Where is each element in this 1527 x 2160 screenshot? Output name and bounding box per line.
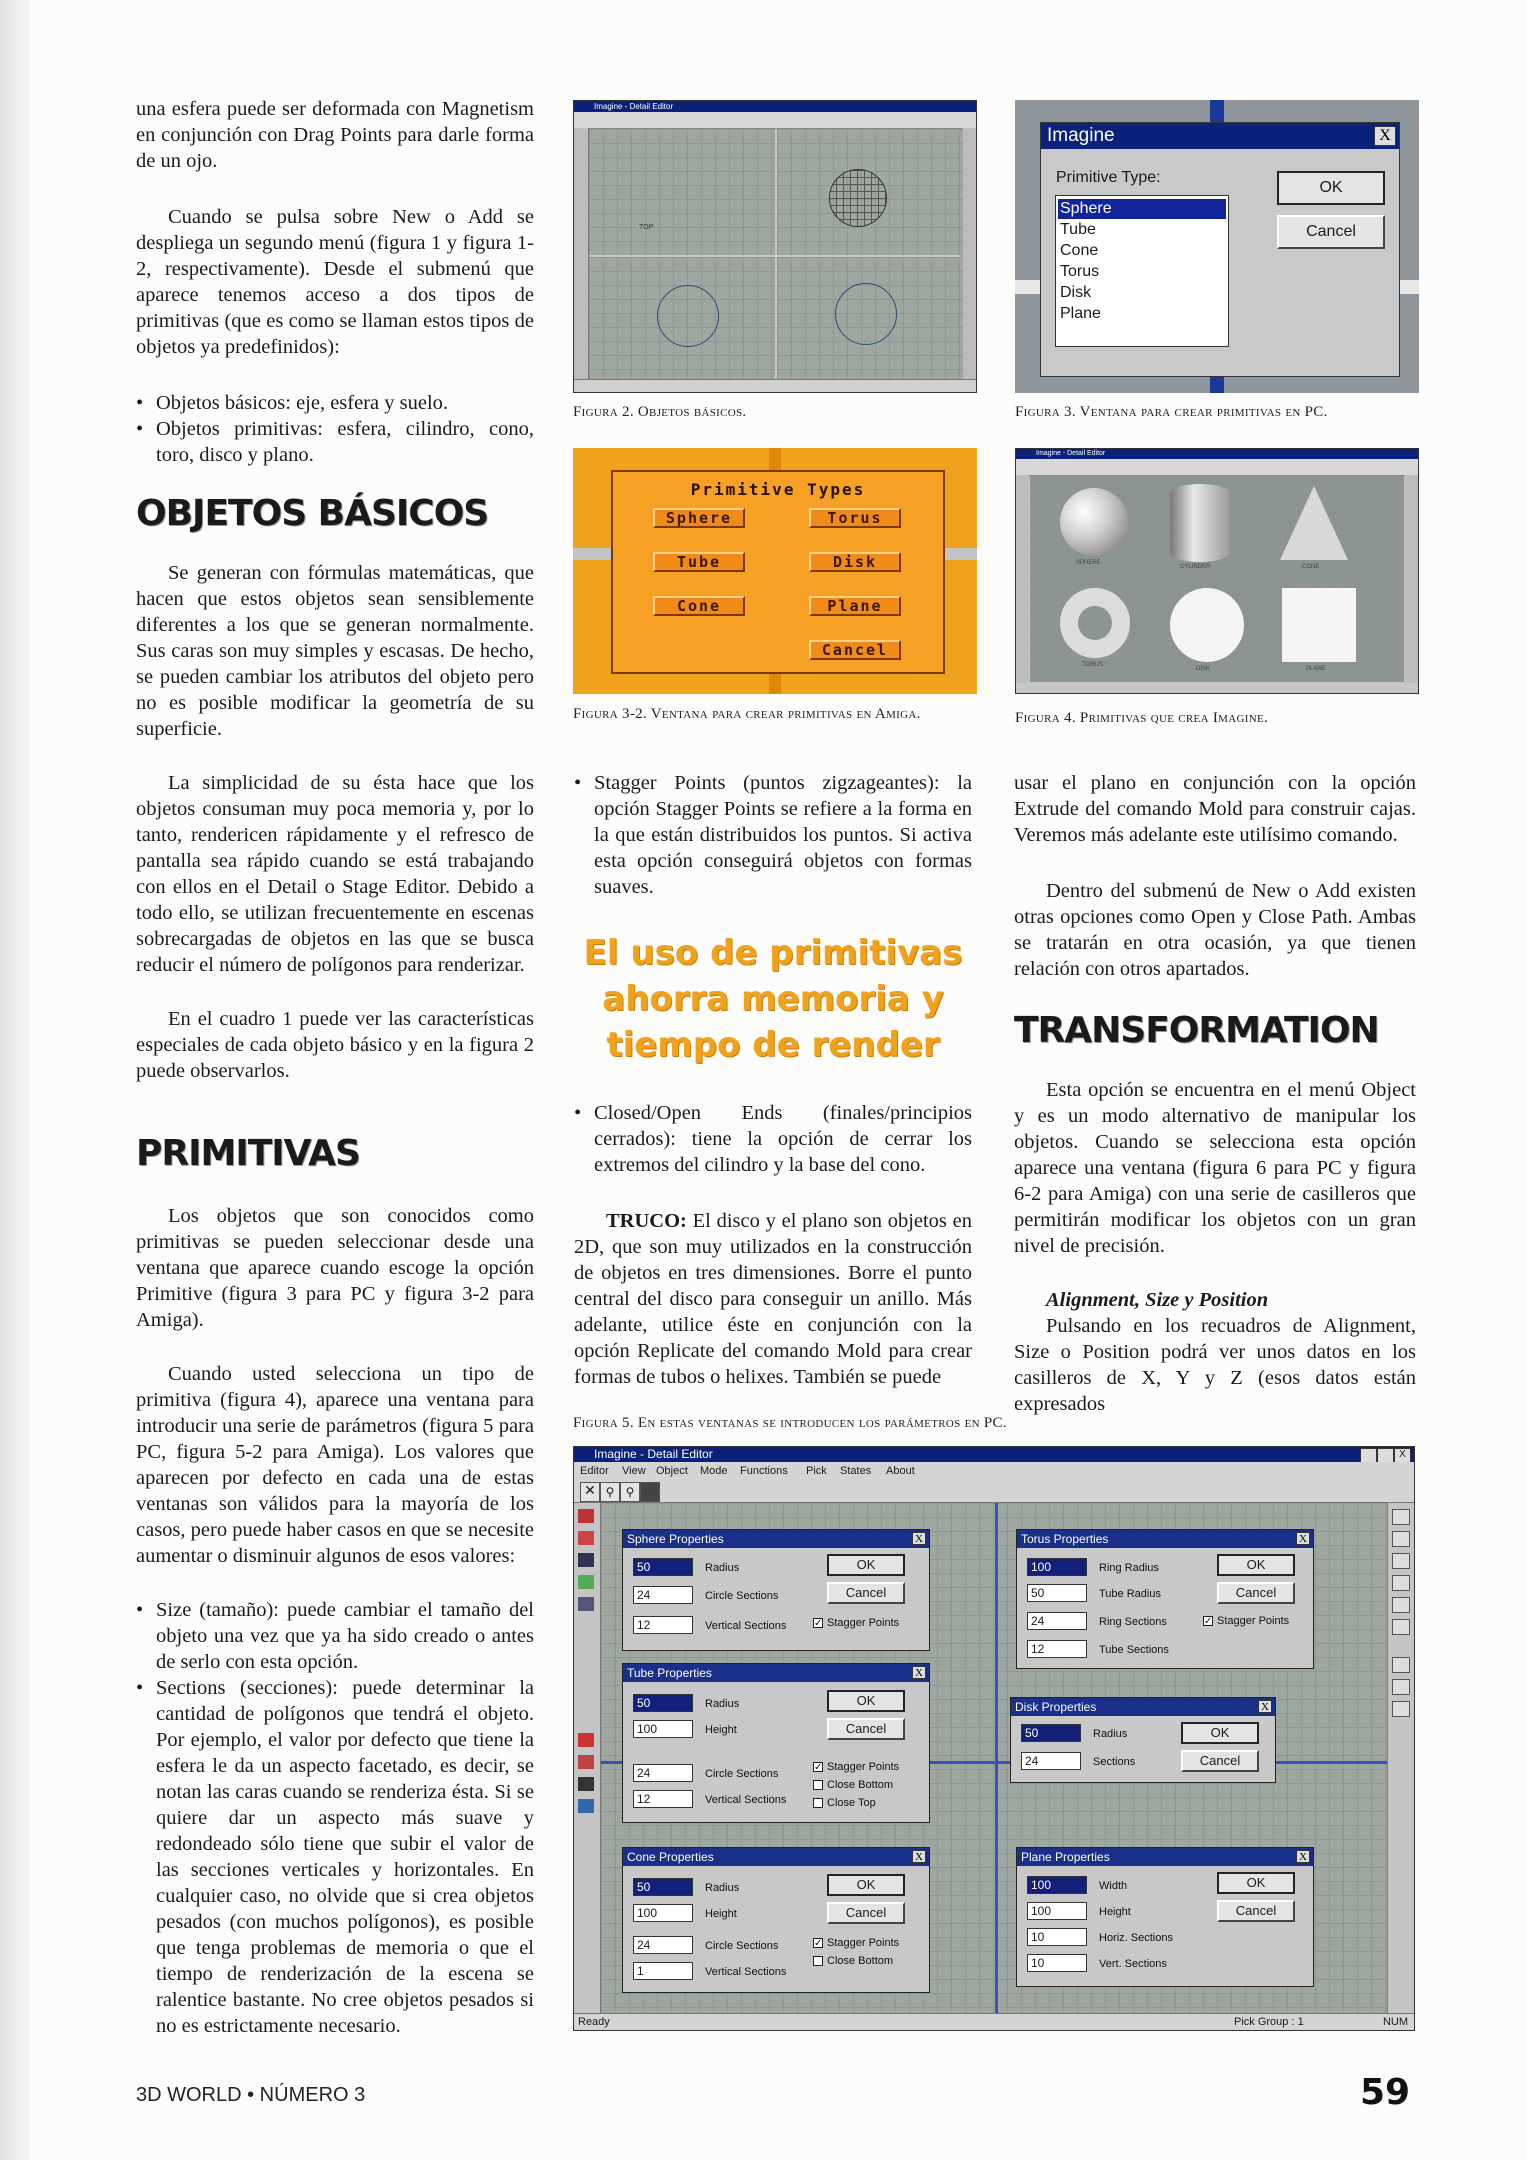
- col1-bullet-list-2: [136, 1597, 534, 2039]
- col1-bullet-size: • Size (tamaño): puede cambiar el tamaño del objeto una vez que ya ha sido creado o antes de serlo con esta opción.: [136, 1597, 534, 1675]
- tube-vertical-sections-label: Vertical Sections: [705, 1794, 787, 1806]
- figure-4-primitives: [1015, 448, 1419, 694]
- fig5-menu-editor[interactable]: Editor: [580, 1465, 609, 1477]
- column-3: [1014, 770, 1416, 1004]
- sphere-close-icon[interactable]: X: [912, 1532, 926, 1545]
- col2-bullet-closed: • Closed/Open Ends (finales/principios cerrados): tiene la opción de cerrar los extremos del cilindro y la base del cono.: [574, 1100, 972, 1178]
- fig32-tube-button[interactable]: Tube: [653, 552, 745, 572]
- tube-close-icon[interactable]: X: [912, 1666, 926, 1679]
- footer-magazine-name: 3D WORLD • NÚMERO 3: [136, 2084, 366, 2106]
- caption-figure-3: Figura 3. Ventana para crear primitivas en PC.: [1015, 404, 1328, 420]
- cone-properties-dialog: [622, 1847, 930, 1993]
- fig4-label-cylinder: CYLINDER: [1180, 564, 1211, 570]
- fig5-menu-functions[interactable]: Functions: [740, 1465, 788, 1477]
- column-2: [574, 770, 972, 922]
- fig3-list-item-tube[interactable]: Tube: [1060, 221, 1096, 238]
- fig5-menu-object[interactable]: Object: [656, 1465, 688, 1477]
- tube-circle-sections-label: Circle Sections: [705, 1768, 779, 1780]
- fig32-cone-button[interactable]: Cone: [653, 596, 745, 616]
- torus-stagger-label: Stagger Points: [1217, 1615, 1290, 1627]
- torus-properties-title: Torus Properties: [1017, 1530, 1313, 1548]
- figure-3-2-amiga-dialog: [573, 448, 977, 694]
- fig2-sphere-outline-front: [657, 285, 719, 347]
- sphere-cancel-button[interactable]: Cancel: [827, 1582, 905, 1604]
- figure-3-primitive-dialog: [1015, 100, 1419, 393]
- fig4-plane: [1282, 588, 1356, 662]
- torus-close-icon[interactable]: X: [1296, 1532, 1310, 1545]
- figure-5-detail-editor: [573, 1446, 1415, 2031]
- col3-paragraph-2: Dentro del submenú de New o Add existen otras opciones como Open y Close Path. Ambas se tratarán en otra ocasión, ya que tienen relación con otros apartados.: [1014, 880, 1416, 980]
- fig4-label-plane: PLANE: [1306, 666, 1326, 672]
- disk-ok-button[interactable]: OK: [1181, 1722, 1259, 1744]
- plane-width-label: Width: [1099, 1880, 1128, 1892]
- tube-radius-input[interactable]: 50: [633, 1694, 693, 1712]
- disk-radius-input[interactable]: 50: [1021, 1724, 1081, 1742]
- fig5-left-tool-6-icon[interactable]: [578, 1733, 594, 1747]
- tube-height-input[interactable]: 100: [633, 1720, 693, 1738]
- plane-vert-sections-input[interactable]: 10: [1027, 1954, 1087, 1972]
- fig4-disk: [1170, 588, 1244, 662]
- tube-height-label: Height: [705, 1724, 737, 1736]
- plane-vert-sections-label: Vert. Sections: [1099, 1958, 1167, 1970]
- fig4-cylinder: [1170, 484, 1230, 562]
- sphere-circle-sections-input[interactable]: 24: [633, 1586, 693, 1604]
- fig5-right-toolbar: [1387, 1503, 1414, 2014]
- plane-height-label: Height: [1099, 1906, 1131, 1918]
- fig32-disk-button[interactable]: Disk: [809, 552, 901, 572]
- torus-ok-button[interactable]: OK: [1217, 1554, 1295, 1576]
- plane-cancel-button[interactable]: Cancel: [1217, 1900, 1295, 1922]
- sphere-vertical-sections-input[interactable]: 12: [633, 1616, 693, 1634]
- sphere-stagger-checkbox[interactable]: ✓: [814, 1618, 823, 1629]
- fig3-close-button[interactable]: X: [1374, 126, 1396, 146]
- torus-ring-sections-label: Ring Sections: [1099, 1616, 1167, 1628]
- tube-vertical-sections-input[interactable]: 12: [633, 1790, 693, 1808]
- column-1c: [136, 1203, 534, 2061]
- plane-ok-button[interactable]: OK: [1217, 1872, 1295, 1894]
- fig3-ok-button[interactable]: OK: [1277, 171, 1385, 205]
- fig2-view-perspective: [777, 257, 963, 380]
- tube-properties-title: Tube Properties: [623, 1664, 929, 1682]
- disk-sections-label: Sections: [1093, 1756, 1136, 1768]
- cone-close-bottom-label: Close Bottom: [827, 1955, 894, 1967]
- fig5-status-num: NUM: [1382, 2016, 1408, 2028]
- fig5-tool-zoom-icon[interactable]: ⚲: [600, 1482, 620, 1502]
- tube-close-top-checkbox[interactable]: [813, 1798, 823, 1808]
- col1-paragraph-3: Se generan con fórmulas matemáticas, que hacen que estos objetos sean sensiblemente diferentes a los que se generan normalmente. Sus caras son muy simples y escasas. De hecho, se pueden cambiar los atributos del objeto pero no es posible modificar la geometría de su superficie.: [136, 562, 534, 740]
- torus-tube-radius-input[interactable]: 50: [1027, 1584, 1087, 1602]
- fig3-list-item-torus[interactable]: Torus: [1060, 263, 1100, 280]
- fig32-sphere-button[interactable]: Sphere: [653, 508, 745, 528]
- plane-width-input[interactable]: 100: [1027, 1876, 1087, 1894]
- fig5-view-divider-v: [995, 1503, 998, 2013]
- fig3-cancel-button[interactable]: Cancel: [1277, 215, 1385, 249]
- col2-truco-paragraph: [574, 1208, 972, 1390]
- fig2-sphere-outline-persp: [835, 283, 897, 345]
- fig2-sphere-wireframe: [829, 169, 887, 227]
- fig5-right-tool-6-icon[interactable]: [1392, 1619, 1410, 1635]
- fig32-plane-button[interactable]: Plane: [809, 596, 901, 616]
- sphere-radius-input[interactable]: 50: [633, 1558, 693, 1576]
- fig4-left-toolbar: [1016, 475, 1029, 683]
- plane-height-input[interactable]: 100: [1027, 1902, 1087, 1920]
- cone-stagger-label: Stagger Points: [827, 1937, 900, 1949]
- torus-tube-sections-label: Tube Sections: [1099, 1644, 1169, 1656]
- col1-paragraph-4: La simplicidad de su ésta hace que los objetos consuman muy poca memoria y, por lo tanto, rendericen rápidamente y el refresco de pantalla sea rápido cuando se está trabajando con ellos en el Detail o Stage Editor. Debido a todo ello, se utilizan frecuentemente en escenas sobrecargadas de objetos en las que se busca reducir el número de polígonos para renderizar.: [136, 772, 534, 976]
- col3-paragraph-4: Pulsando en los recuadros de Alignment, Size o Position podrá ver unos datos en los casilleros de X, Y y Z (esos datos están expresados: [1014, 1315, 1416, 1415]
- fig2-toolbar: [574, 112, 976, 129]
- fig3-prompt-label: Primitive Type:: [1056, 169, 1161, 186]
- torus-properties-dialog: [1016, 1529, 1314, 1669]
- sphere-stagger-label: Stagger Points: [827, 1617, 900, 1629]
- fig32-dialog: [611, 470, 945, 674]
- fig32-cancel-button[interactable]: Cancel: [809, 640, 901, 660]
- disk-sections-input[interactable]: 24: [1021, 1752, 1081, 1770]
- footer-page-number: 59: [1360, 2072, 1411, 2113]
- plane-horiz-sections-label: Horiz. Sections: [1099, 1932, 1173, 1944]
- fig5-left-tool-9-icon[interactable]: [578, 1799, 594, 1813]
- col1-bullet-2: • Objetos primitivas: esfera, cilindro, cono, toro, disco y plano.: [136, 416, 534, 468]
- tube-properties-dialog: [622, 1663, 930, 1823]
- disk-radius-label: Radius: [1093, 1728, 1128, 1740]
- cone-height-label: Height: [705, 1908, 737, 1920]
- heading-primitivas: PRIMITIVAS: [136, 1133, 360, 1174]
- fig5-left-tool-4-icon[interactable]: [578, 1575, 594, 1589]
- caption-figure-3-2: Figura 3-2. Ventana para crear primitivas en Amiga.: [573, 706, 921, 722]
- fig5-left-toolbar: [574, 1503, 601, 2014]
- fig2-title-bar: Imagine - Detail Editor: [574, 101, 976, 112]
- fig32-torus-button[interactable]: Torus: [809, 508, 901, 528]
- sphere-ok-button[interactable]: OK: [827, 1554, 905, 1576]
- column-2b: [574, 1100, 972, 1412]
- fig2-left-toolbar: [574, 128, 589, 380]
- page-edge-shadow: [0, 0, 30, 2160]
- fig5-status-pick-group: Pick Group : 1: [1234, 2016, 1304, 2028]
- tube-circle-sections-input[interactable]: 24: [633, 1764, 693, 1782]
- col1-bullet-1: • Objetos básicos: eje, esfera y suelo.: [136, 390, 534, 416]
- fig5-left-tool-7-icon[interactable]: [578, 1755, 594, 1769]
- fig5-right-tool-3-icon[interactable]: [1392, 1553, 1410, 1569]
- col2-bullet-stagger: • Stagger Points (puntos zigzageantes): la opción Stagger Points se refiere a la forma en la que están distribuidos los puntos. Si activa esta opción conseguirá objetos con formas suaves.: [574, 770, 972, 900]
- cone-vertical-sections-input[interactable]: 1: [633, 1962, 693, 1980]
- caption-figure-2: Figura 2. Objetos básicos.: [573, 404, 747, 420]
- cone-cancel-button[interactable]: Cancel: [827, 1902, 905, 1924]
- fig4-toolbar: [1016, 459, 1418, 476]
- cone-properties-title: Cone Properties: [623, 1848, 929, 1866]
- sphere-radius-label: Radius: [705, 1562, 740, 1574]
- truco-text: El disco y el plano son objetos en 2D, que son muy utilizados en la construcción de objetos en tres dimensiones. Borre el punto central del disco para conseguir un anillo. Más adelante, utilice éste en conjunción con la opción Replicate del comando Mold para crear formas de tubos o helixes. También se puede: [574, 1210, 973, 1388]
- torus-ring-radius-label: Ring Radius: [1099, 1562, 1159, 1574]
- torus-ring-sections-input[interactable]: 24: [1027, 1612, 1087, 1630]
- fig3-type-list[interactable]: [1055, 195, 1229, 347]
- fig5-menu-about[interactable]: About: [886, 1465, 915, 1477]
- pull-quote: El uso de primitivas ahorra memoria y tiempo de render: [583, 933, 963, 1065]
- col1-paragraph-7: Cuando usted selecciona un tipo de primitiva (figura 4), aparece una ventana para introducir una serie de parámetros (figura 5 para PC, figura 5-2 para Amiga). Los valores que aparecen por defecto en cada una de estas ventanas son válidos para la mayoría de los casos, pero puede haber casos en que se necesite aumentar o disminuir algunos de esos valores:: [136, 1363, 534, 1567]
- fig5-window-controls: [1361, 1448, 1411, 1461]
- fig5-right-tool-9-icon[interactable]: [1392, 1701, 1410, 1717]
- torus-tube-radius-label: Tube Radius: [1099, 1588, 1161, 1600]
- fig5-menu-pick[interactable]: Pick: [806, 1465, 827, 1477]
- disk-properties-dialog: [1010, 1697, 1276, 1783]
- disk-cancel-button[interactable]: Cancel: [1181, 1750, 1259, 1772]
- plane-properties-title: Plane Properties: [1017, 1848, 1313, 1866]
- sphere-vertical-sections-label: Vertical Sections: [705, 1620, 787, 1632]
- col3-subheading: Alignment, Size y Position: [1046, 1289, 1269, 1311]
- fig2-status-bar: [574, 379, 976, 392]
- fig5-left-tool-8-icon[interactable]: [578, 1777, 594, 1791]
- sphere-properties-dialog: [622, 1529, 930, 1651]
- tube-close-top-label: Close Top: [827, 1797, 876, 1809]
- fig4-torus: [1060, 588, 1130, 658]
- tube-cancel-button[interactable]: Cancel: [827, 1718, 905, 1740]
- fig5-menu-mode[interactable]: Mode: [700, 1465, 728, 1477]
- fig5-status-ready: Ready: [578, 2016, 610, 2028]
- fig5-maximize-icon[interactable]: [1377, 1448, 1394, 1463]
- fig5-status-bar: [574, 2013, 1414, 2030]
- col2-bullet-stagger-list: [574, 770, 972, 900]
- heading-objetos-basicos: OBJETOS BÁSICOS: [136, 493, 489, 534]
- col3-paragraph-3: Esta opción se encuentra en el menú Object y es un modo alternativo de manipular los objetos. Cuando se selecciona esta opción aparece una ventana (figura 6 para PC y figura 6-2 para Amiga) con una serie de casilleros que permitirán modificar los objetos con un gran nivel de precisión.: [1014, 1079, 1416, 1257]
- fig2-view-front: [589, 257, 775, 380]
- fig5-menu-bar: [574, 1462, 1414, 1480]
- cone-vertical-sections-label: Vertical Sections: [705, 1966, 787, 1978]
- col1-paragraph-5: En el cuadro 1 puede ver las características especiales de cada objeto básico y en la figura 2 puede observarlos.: [136, 1008, 534, 1082]
- fig4-label-cone: CONE: [1302, 564, 1320, 570]
- tube-ok-button[interactable]: OK: [827, 1690, 905, 1712]
- fig3-dialog: [1040, 122, 1400, 377]
- fig5-menu-states[interactable]: States: [840, 1465, 872, 1477]
- fig4-viewport: [1030, 476, 1404, 682]
- fig32-title: Primitive Types: [690, 480, 866, 499]
- truco-label: TRUCO:: [606, 1210, 687, 1232]
- col1-bullet-sections: • Sections (secciones): puede determinar la cantidad de polígonos que tendrá el objeto. Por ejemplo, el valor por defecto que tiene la esfera le da un aspecto facetado, es decir, se notan las caras cuando se renderiza ésta. Si se quiere dar un aspecto más suave y redondeado sólo tiene que subir el valor de las secciones verticales y horizontales. En cualquier caso, no olvide que si crea objetos pesados (con muchos polígonos), es posible que tenga problemas de memoria o que el tiempo de renderización de la escena se ralentice bastante. No cree objetos pesados si no es estrictamente necesario.: [136, 1675, 534, 2039]
- tube-close-bottom-checkbox[interactable]: [813, 1780, 823, 1790]
- torus-ring-radius-input[interactable]: 100: [1027, 1558, 1087, 1576]
- caption-figure-4: Figura 4. Primitivas que crea Imagine.: [1015, 710, 1269, 726]
- fig4-cone: [1280, 486, 1348, 560]
- column-1b: [136, 560, 534, 1106]
- plane-properties-dialog: [1016, 1847, 1314, 1987]
- fig3-list-item-cone[interactable]: Cone: [1060, 242, 1099, 259]
- fig5-tool-pan-icon[interactable]: ⚲: [620, 1482, 640, 1502]
- caption-figure-5: Figura 5. En estas ventanas se introducen los parámetros en PC.: [573, 1415, 1007, 1431]
- col1-paragraph-1: una esfera puede ser deformada con Magnetism en conjunción con Drag Points para darle forma de un ojo.: [136, 98, 534, 172]
- fig3-dialog-title: Imagine: [1041, 123, 1399, 149]
- column-3b: [1014, 1077, 1416, 1439]
- fig5-left-tool-3-icon[interactable]: [578, 1553, 594, 1567]
- tube-close-bottom-label: Close Bottom: [827, 1779, 894, 1791]
- disk-properties-title: Disk Properties: [1011, 1698, 1275, 1716]
- col1-paragraph-6: Los objetos que son conocidos como primitivas se pueden seleccionar desde una ventana que aparece cuando escoge la opción Primitive (figura 3 para PC y figura 3-2 para Amiga).: [136, 1205, 534, 1331]
- cone-stagger-checkbox[interactable]: ✓: [814, 1938, 823, 1949]
- fig4-sphere: [1060, 488, 1128, 556]
- fig2-right-toolbar: [961, 128, 976, 380]
- cone-circle-sections-input[interactable]: 24: [633, 1936, 693, 1954]
- cone-radius-input[interactable]: 50: [633, 1878, 693, 1896]
- fig5-toolbar: [574, 1480, 1414, 1503]
- fig5-left-tool-5-icon[interactable]: [578, 1597, 594, 1611]
- fig5-tool-render-icon[interactable]: [640, 1482, 660, 1502]
- plane-horiz-sections-input[interactable]: 10: [1027, 1928, 1087, 1946]
- cone-radius-label: Radius: [705, 1882, 740, 1894]
- fig5-tool-axis-icon[interactable]: ✕: [580, 1482, 600, 1502]
- column-1: [136, 96, 534, 490]
- cone-height-input[interactable]: 100: [633, 1904, 693, 1922]
- fig5-right-tool-7-icon[interactable]: [1392, 1657, 1410, 1673]
- fig5-right-tool-4-icon[interactable]: [1392, 1575, 1410, 1591]
- tube-stagger-label: Stagger Points: [827, 1761, 900, 1773]
- fig3-list-item-sphere[interactable]: Sphere: [1058, 199, 1226, 219]
- fig5-minimize-icon[interactable]: [1360, 1448, 1377, 1463]
- fig4-label-disk: DISK: [1196, 666, 1211, 672]
- fig5-title-bar: Imagine - Detail Editor: [574, 1447, 1414, 1462]
- fig5-left-tool-2-icon[interactable]: [578, 1531, 594, 1545]
- cone-circle-sections-label: Circle Sections: [705, 1940, 779, 1952]
- tube-stagger-checkbox[interactable]: ✓: [814, 1762, 823, 1773]
- figure-2-detail-editor: [573, 100, 977, 393]
- torus-tube-sections-input[interactable]: 12: [1027, 1640, 1087, 1658]
- plane-close-icon[interactable]: X: [1296, 1850, 1310, 1863]
- cone-close-icon[interactable]: X: [912, 1850, 926, 1863]
- col3-paragraph-1: usar el plano en conjunción con la opción Extrude del comando Mold para construir cajas. Veremos más adelante este utilísimo comando.: [1014, 772, 1416, 846]
- fig2-view-right: [777, 129, 963, 255]
- fig3-list-item-disk[interactable]: Disk: [1060, 284, 1092, 301]
- fig2-view-top: [589, 129, 775, 255]
- sphere-circle-sections-label: Circle Sections: [705, 1590, 779, 1602]
- fig5-menu-view[interactable]: View: [622, 1465, 646, 1477]
- fig4-right-toolbar: [1405, 475, 1418, 683]
- fig5-right-tool-5-icon[interactable]: [1392, 1597, 1410, 1613]
- torus-stagger-checkbox[interactable]: ✓: [1204, 1616, 1213, 1627]
- fig4-label-torus: TORUS: [1082, 662, 1103, 668]
- cone-close-bottom-checkbox[interactable]: [813, 1956, 823, 1966]
- fig2-view-label-1: TOP: [639, 224, 654, 231]
- fig5-right-tool-8-icon[interactable]: [1392, 1679, 1410, 1695]
- fig3-list-item-plane[interactable]: Plane: [1060, 305, 1101, 322]
- heading-transformation: TRANSFORMATION: [1014, 1010, 1379, 1051]
- fig4-label-sphere: SPHERE: [1076, 560, 1101, 566]
- col1-bullet-list: [136, 390, 534, 468]
- cone-ok-button[interactable]: OK: [827, 1874, 905, 1896]
- col1-paragraph-2: Cuando se pulsa sobre New o Add se despliega un segundo menú (figura 1 y figura 1-2, respectivamente). Desde el submenú que aparece tenemos acceso a dos tipos de primitivas (que es como se llaman estos tipos de objetos ya predefinidos):: [136, 206, 534, 358]
- fig5-left-tool-1-icon[interactable]: [578, 1509, 594, 1523]
- tube-radius-label: Radius: [705, 1698, 740, 1710]
- fig5-right-tool-2-icon[interactable]: [1392, 1531, 1410, 1547]
- col2-bullet-closed-list: [574, 1100, 972, 1178]
- torus-cancel-button[interactable]: Cancel: [1217, 1582, 1295, 1604]
- fig4-title-bar: Imagine - Detail Editor: [1016, 449, 1418, 459]
- fig5-close-icon[interactable]: X: [1394, 1448, 1411, 1463]
- disk-close-icon[interactable]: X: [1258, 1700, 1272, 1713]
- sphere-properties-title: Sphere Properties: [623, 1530, 929, 1548]
- fig5-right-tool-1-icon[interactable]: [1392, 1509, 1410, 1525]
